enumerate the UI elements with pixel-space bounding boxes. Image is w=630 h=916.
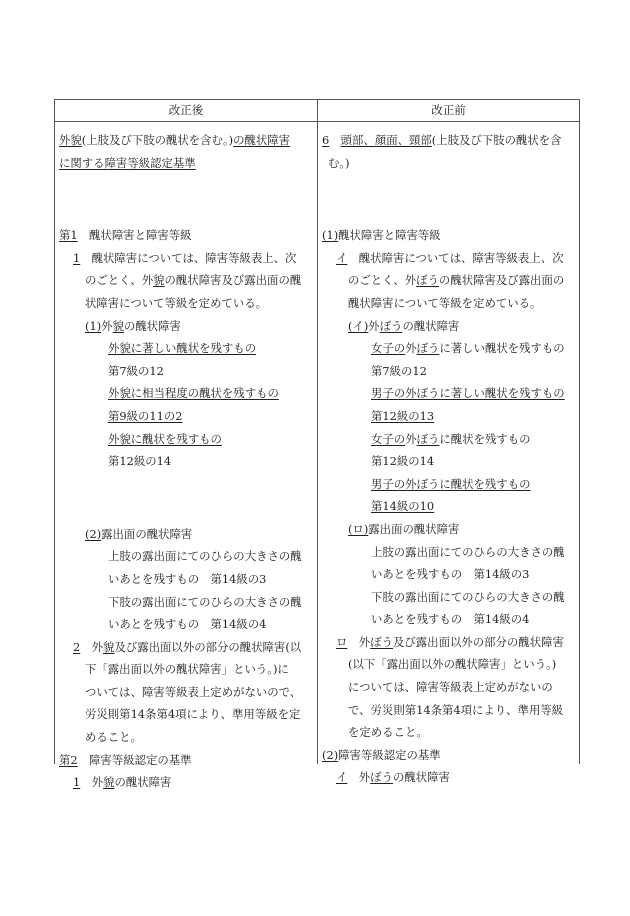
amended-text: 貌: [153, 273, 165, 288]
before-text-line: [322, 586, 578, 609]
after-text-line: [59, 523, 315, 546]
text-segment: 上肢の露出面にてのひらの大きさの醜: [108, 549, 302, 564]
text-segment: 醜状障害と障害等級: [77, 228, 192, 243]
text-segment: の醜状障害: [393, 770, 450, 785]
after-text-line: [59, 337, 315, 360]
after-text-line: [59, 292, 315, 315]
text-segment: 第7級の12: [108, 363, 164, 378]
amended-text: イ: [336, 250, 348, 265]
after-text-line: [59, 568, 315, 591]
amended-text: 2: [73, 639, 81, 654]
amended-text: (2): [85, 526, 102, 541]
after-text-line: [59, 269, 315, 292]
text-segment: 下肢の露出面にてのひらの大きさの醜: [108, 594, 302, 609]
text-segment: 醜状障害について等級を定めている。: [348, 295, 542, 310]
before-text-line: [322, 360, 578, 383]
after-text-line: [59, 382, 315, 405]
amended-text: 第2: [59, 752, 78, 767]
blank-line: [59, 473, 315, 498]
after-text-line: [59, 658, 315, 681]
text-segment: む。): [328, 155, 350, 170]
after-text-line: [59, 428, 315, 451]
text-segment: 労災則第14条第4項により、準用等級を定: [85, 707, 301, 722]
after-text-line: [59, 360, 315, 383]
amended-text: 女子の: [371, 341, 406, 356]
text-segment: で、労災則第14条第4項により、準用等級: [348, 702, 564, 717]
text-segment: 外: [405, 341, 417, 356]
text-segment: 外: [347, 634, 371, 649]
amended-text: 第14級の10: [371, 499, 435, 514]
before-text-line: [322, 152, 578, 175]
text-segment: 露出面の醜状障害: [368, 521, 460, 536]
amended-text: 外貌に著しい醜状を残すもの: [108, 341, 257, 356]
column-divider: [317, 100, 318, 764]
before-text-line: [322, 563, 578, 586]
table-header: [55, 100, 579, 122]
after-text-line: [59, 749, 315, 772]
before-text-line: [322, 721, 578, 744]
amended-text: 貌: [103, 639, 115, 654]
amended-text: ロ: [336, 634, 348, 649]
after-text-line: [59, 703, 315, 726]
amended-text: 女子の: [371, 431, 406, 446]
amended-text: (ロ): [348, 521, 369, 536]
text-segment: いあとを残すもの 第14級の4: [371, 612, 530, 627]
amended-text: 外貌: [59, 133, 82, 147]
before-text-line: [322, 405, 578, 428]
before-text-line: [322, 382, 578, 405]
before-column: [322, 129, 578, 789]
text-segment: 障害等級認定の基準: [77, 752, 192, 767]
text-segment: 外: [368, 318, 380, 333]
before-text-line: [322, 744, 578, 767]
text-segment: のごとく、外: [85, 273, 154, 288]
text-segment: 外: [101, 318, 113, 333]
before-text-line: [322, 450, 578, 473]
text-segment: めること。: [85, 730, 142, 745]
amended-text: (2): [322, 747, 339, 762]
amended-text: の醜状障害: [233, 133, 291, 147]
text-segment: 障害等級認定の基準: [338, 747, 441, 762]
text-segment: いあとを残すもの 第14級の3: [108, 571, 267, 586]
text-segment: 醜状障害については、障害等級表上、次: [347, 250, 564, 265]
before-text-line: [322, 428, 578, 451]
after-text-line: [59, 450, 315, 473]
text-segment: 下肢の露出面にてのひらの大きさの醜: [371, 589, 565, 604]
amended-text: ぼう: [370, 770, 393, 785]
amended-text: ぼう: [416, 431, 440, 446]
text-segment: (上肢及び下肢の醜状を含: [431, 133, 562, 147]
after-text-line: [59, 152, 315, 175]
text-segment: の醜状障害及び露出面の: [438, 273, 565, 288]
text-segment: の醜状障害及び露出面の醜: [164, 273, 302, 288]
text-segment: ついては、障害等級表上定めがないので、: [85, 684, 302, 699]
after-text-line: [59, 315, 315, 338]
amended-text: 1: [73, 775, 81, 790]
before-text-line: [322, 269, 578, 292]
comparison-table: [54, 99, 580, 790]
before-text-line: [322, 337, 578, 360]
text-segment: に著しい醜状を残すもの: [439, 341, 565, 356]
amended-text: イ: [336, 770, 348, 785]
text-segment: 醜状障害については、障害等級表上、次: [80, 250, 297, 265]
amended-text: 6: [322, 133, 330, 147]
before-text-line: [322, 676, 578, 699]
amended-text: 第9級の11の2: [108, 408, 183, 423]
after-text-line: [59, 224, 315, 247]
text-segment: 下「露出面以外の醜状障害」という。)に: [85, 662, 289, 677]
amended-text: ぼう: [416, 341, 440, 356]
amended-text: 第12級の13: [371, 408, 435, 423]
before-text-line: [322, 495, 578, 518]
after-text-line: [59, 405, 315, 428]
before-text-line: [322, 292, 578, 315]
before-text-line: [322, 473, 578, 496]
blank-line: [322, 199, 578, 224]
text-segment: 第7級の12: [371, 363, 427, 378]
before-text-line: [322, 653, 578, 676]
amended-text: 男子の外ぼうに著しい醜状を残すもの: [371, 386, 565, 401]
after-text-line: [59, 636, 315, 659]
text-segment: に醜状を残すもの: [439, 431, 531, 446]
amended-text: ぼう: [370, 634, 393, 649]
after-text-line: [59, 545, 315, 568]
before-text-line: [322, 541, 578, 564]
text-segment: 外: [347, 770, 371, 785]
text-segment: 外: [80, 639, 104, 654]
text-segment: を定めること。: [348, 725, 428, 740]
after-text-line: [59, 613, 315, 636]
after-text-line: [59, 681, 315, 704]
amended-text: ぼう: [416, 273, 439, 288]
amended-text: 1: [73, 250, 81, 265]
after-text-line: [59, 771, 315, 794]
amended-text: 外貌に相当程度の醜状を残すもの: [108, 386, 279, 401]
text-segment: 第12級の14: [371, 454, 435, 469]
after-column: [59, 129, 315, 794]
text-segment: 状障害について等級を定めている。: [85, 295, 268, 310]
amended-text: 頭部、顔面、頸部: [340, 133, 432, 147]
before-text-line: [322, 247, 578, 270]
text-segment: いあとを残すもの 第14級の3: [371, 567, 530, 582]
text-segment: (上肢及び下肢の醜状を含む。): [81, 133, 234, 147]
header-after: 改正後: [168, 103, 204, 117]
text-segment: の醜状障害: [114, 775, 172, 790]
before-text-line: [322, 315, 578, 338]
text-segment: 醜状障害と障害等級: [338, 228, 441, 243]
before-text-line: [322, 699, 578, 722]
before-text-line: [322, 608, 578, 631]
text-segment: の醜状障害: [123, 318, 181, 333]
amended-text: ぼう: [379, 318, 403, 333]
amended-text: 貌: [112, 318, 124, 333]
amended-text: 外貌に醜状を残すもの: [108, 431, 222, 446]
blank-line: [59, 498, 315, 523]
text-segment: 外: [405, 431, 417, 446]
amended-text: (1): [85, 318, 102, 333]
text-segment: の醜状障害: [402, 318, 460, 333]
text-segment: いあとを残すもの 第14級の4: [108, 617, 267, 632]
amended-text: 第1: [59, 228, 78, 243]
text-segment: 上肢の露出面にてのひらの大きさの醜: [371, 544, 565, 559]
text-segment: 外: [80, 775, 104, 790]
text-segment: (以下「露出面以外の醜状障害」という。): [348, 657, 557, 672]
header-before: 改正前: [431, 103, 466, 117]
blank-line: [322, 174, 578, 199]
text-segment: 及び露出面以外の部分の醜状障害: [393, 634, 564, 649]
before-text-line: [322, 129, 578, 152]
amended-text: 男子の外ぼうに醜状を残すもの: [371, 476, 531, 491]
text-segment: 及び露出面以外の部分の醜状障害(以: [114, 639, 302, 654]
amended-text: (イ): [348, 318, 369, 333]
text-segment: については、障害等級表上定めがないの: [348, 680, 553, 695]
text-segment: 第12級の14: [108, 454, 172, 469]
text-segment: のごとく、外: [348, 273, 417, 288]
amended-text: 貌: [103, 775, 115, 790]
text-segment: [329, 133, 340, 147]
after-text-line: [59, 726, 315, 749]
after-text-line: [59, 129, 315, 152]
text-segment: 露出面の醜状障害: [101, 526, 193, 541]
before-text-line: [322, 631, 578, 654]
before-text-line: [322, 518, 578, 541]
blank-line: [59, 199, 315, 224]
after-text-line: [59, 591, 315, 614]
blank-line: [59, 174, 315, 199]
amended-text: (1): [322, 228, 339, 243]
before-text-line: [322, 766, 578, 789]
before-text-line: [322, 224, 578, 247]
amended-text: に関する障害等級認定基準: [59, 155, 196, 170]
after-text-line: [59, 247, 315, 270]
